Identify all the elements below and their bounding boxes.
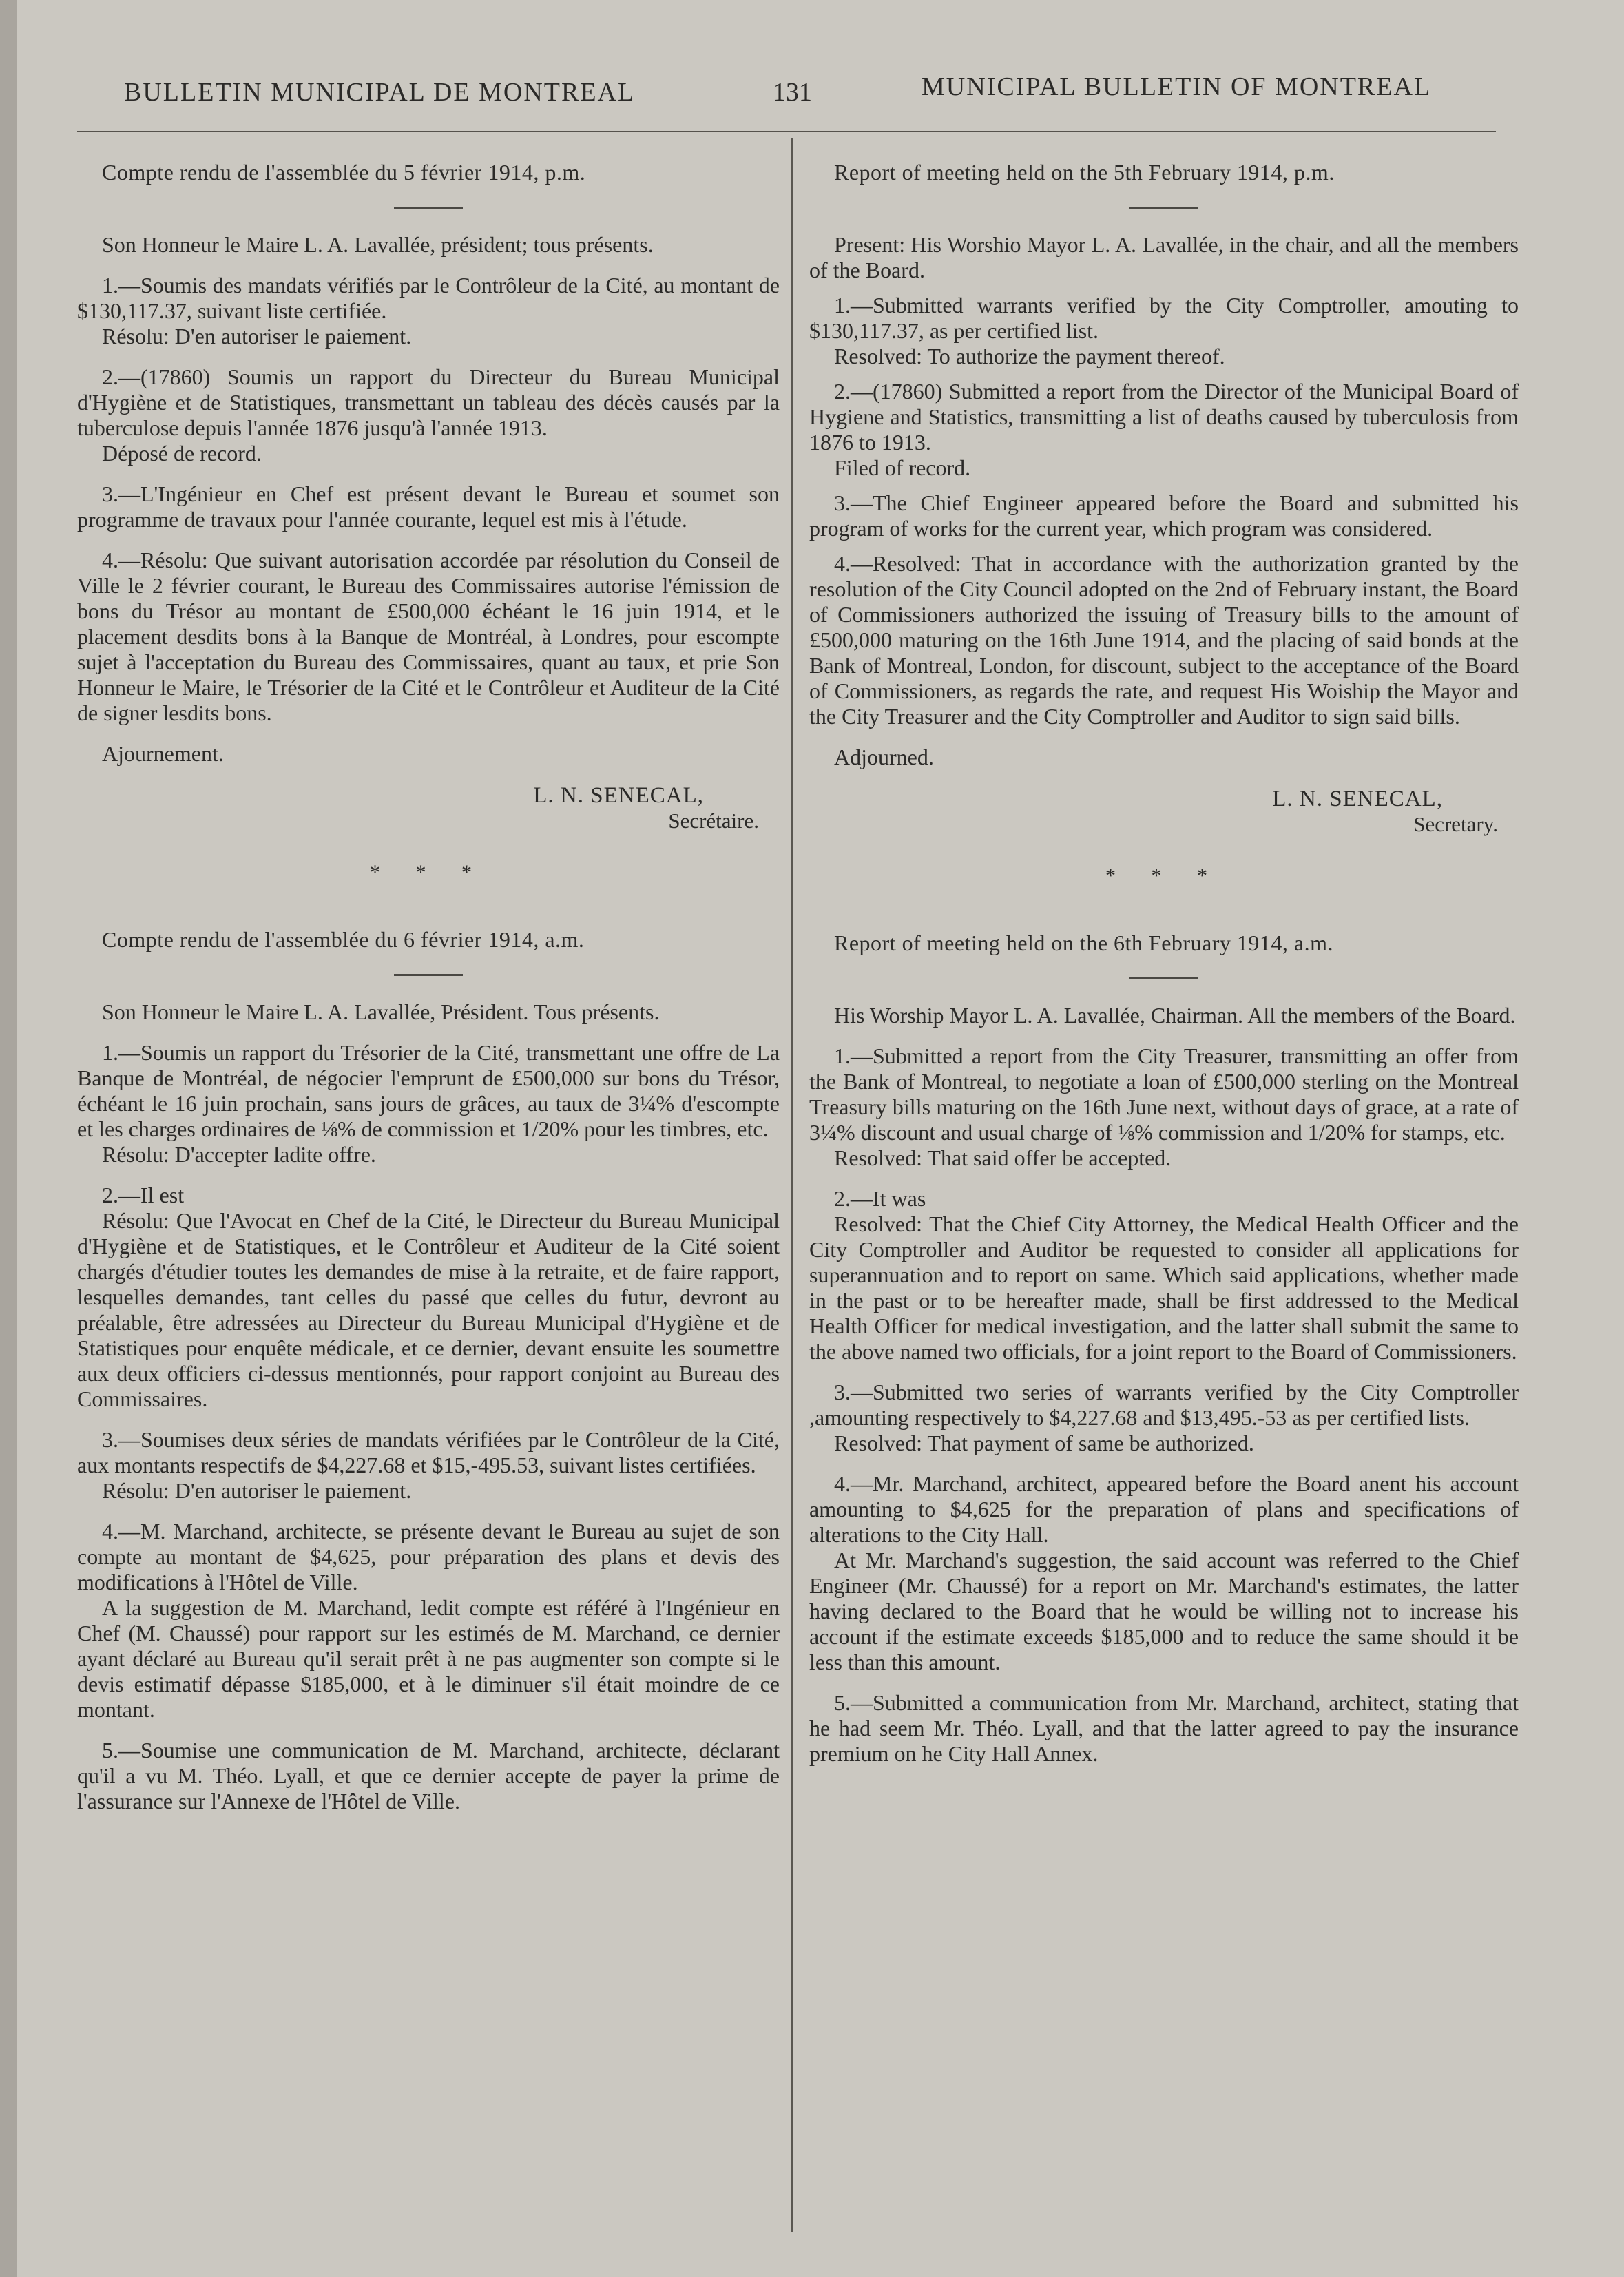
short-rule bbox=[394, 207, 463, 209]
meeting-heading-fr-2: Compte rendu de l'assemblée du 6 février 1914, a.m. bbox=[102, 927, 585, 952]
header-rule bbox=[77, 131, 1496, 132]
short-rule bbox=[394, 974, 463, 976]
resolution-en-1-1: Resolved: To authorize the payment thereof. bbox=[834, 344, 1225, 368]
attendance-fr-2: Son Honneur le Maire L. A. Lavallée, Président. Tous présents. bbox=[102, 999, 660, 1024]
resolution-fr-2-2: Résolu: Que l'Avocat en Chef de la Cité, le Directeur du Bureau Municipal d'Hygiène et de Statistiques, et le Contrôleur et Auditeur de la Cité soient chargés d'étudier toutes les demandes de mise à la retraite, et de faire rapport, lesquelles demandes, tant celles du passé que celles du futur, devront au préalable, être adressées au Directeur du Bureau Municipal d'Hygiène et de Statistiques pour enquête médicale, et ce dernier, devant ensuite les soumettre aux deux officiers ci-dessus mentionnés, pour rapport conjoint au Bureau des Commissaires. bbox=[77, 1208, 780, 1411]
item-fr-1-3: 3.—L'Ingénieur en Chef est présent devant le Bureau et soumet son programme de travaux pour l'année courante, lequel est mis à l'étude. bbox=[77, 481, 780, 532]
signature-title-fr: Secrétaire. bbox=[668, 809, 759, 833]
item-fr-2-2: 2.—Il est bbox=[102, 1183, 185, 1207]
running-header bbox=[0, 72, 1624, 118]
item-fr-1-1: 1.—Soumis des mandats vérifiés par le Contrôleur de la Cité, au montant de $130,117.37, suivant liste certifiée. bbox=[77, 273, 780, 323]
resolution-en-1-2: Filed of record. bbox=[834, 455, 971, 480]
french-column bbox=[77, 158, 780, 1814]
short-rule bbox=[1129, 207, 1198, 209]
resolution-en-2-1: Resolved: That said offer be accepted. bbox=[834, 1145, 1172, 1170]
english-column bbox=[809, 158, 1519, 1767]
item-fr-2-1: 1.—Soumis un rapport du Trésorier de la Cité, transmettant une offre de La Banque de Montréal, de négocier l'emprunt de £500,000 sur bons du Trésor, échéant le 16 juin prochain, sans jours de grâces, au taux de 3¼% d'escompte et les charges ordinaires de ⅛% de commission et 1/20% pour les timbres, etc. bbox=[77, 1040, 780, 1141]
meeting-heading-en-2: Report of meeting held on the 6th February 1914, a.m. bbox=[834, 930, 1334, 955]
item-fr-1-4: 4.—Résolu: Que suivant autorisation accordée par résolution du Conseil de Ville le 2 février courant, le Bureau des Commissaires autorise l'émission de bons du Trésor au montant de £500,000 échéant le 16 juin 1914, et le placement desdits bons à la Banque de Montréal, à Londres, pour escompte sujet à l'acceptation du Bureau des Commissaires, quant au taux, et prie Son Honneur le Maire, le Trésorier de la Cité et le Contrôleur et Auditeur de la Cité de signer lesdits bons. bbox=[77, 548, 780, 725]
section-separator-en: * * * bbox=[1105, 864, 1222, 887]
header-title-english: MUNICIPAL BULLETIN OF MONTREAL bbox=[922, 72, 1432, 101]
signature-name-en: L. N. SENECAL, bbox=[1272, 787, 1443, 811]
page-number: 131 bbox=[773, 78, 812, 107]
resolution-fr-2-3: Résolu: D'en autoriser le paiement. bbox=[102, 1478, 412, 1503]
header-title-french: BULLETIN MUNICIPAL DE MONTREAL bbox=[124, 78, 636, 107]
item-fr-1-2: 2.—(17860) Soumis un rapport du Directeur du Bureau Municipal d'Hygiène et de Statistiques, transmettant un tableau des décès causés par la tuberculose depuis l'année 1876 jusqu'à l'année 1913. bbox=[77, 364, 780, 440]
item-en-2-4-continued: At Mr. Marchand's suggestion, the said account was referred to the Chief Engineer (Mr. Chaussé) for a report on Mr. Marchand's estimates, the latter having declared to the Board that he would be willing not to increase his account if the estimate exceeds $185,000 and to reduce the same should it be less than this amount. bbox=[809, 1548, 1519, 1674]
meeting-heading-fr-1: Compte rendu de l'assemblée du 5 février 1914, p.m. bbox=[102, 160, 586, 185]
page-edge-shadow bbox=[0, 0, 17, 2277]
item-en-1-2: 2.—(17860) Submitted a report from the Director of the Municipal Board of Hygiene and Statistics, transmitting a list of deaths caused by tuberculosis from 1876 to 1913. bbox=[809, 379, 1519, 455]
adjournment-en-1: Adjourned. bbox=[834, 745, 934, 769]
item-en-1-4: 4.—Resolved: That in accordance with the authorization granted by the resolution of the City Council adopted on the 2nd of February instant, the Board of Commissioners authorized the issuing of Treasury bills to the amount of £500,000 maturing on the 16th June 1914, and the placing of said bonds at the Bank of Montreal, London, for discount, subject to the acceptance of the Board of Commissioners, as regards the rate, and request His Woiship the Mayor and the City Treasurer and the City Comptroller and Auditor to sign said bills. bbox=[809, 551, 1519, 729]
item-en-1-1: 1.—Submitted warrants verified by the City Comptroller, amouting to $130,117.37, as per certified list. bbox=[809, 293, 1519, 343]
item-en-2-2: 2.—It was bbox=[834, 1186, 926, 1211]
item-en-2-1: 1.—Submitted a report from the City Treasurer, transmitting an offer from the Bank of Montreal, to negotiate a loan of £500,000 sterling on the Montreal Treasury bills maturing on the 16th June next, without days of grace, at a rate of 3¼% discount and usual charge of ⅛% commission and 1/20% for stamps, etc. bbox=[809, 1043, 1519, 1145]
resolution-fr-1-2: Déposé de record. bbox=[102, 441, 262, 466]
item-en-2-5: 5.—Submitted a communication from Mr. Marchand, architect, stating that he had seem Mr. Théo. Lyall, and that the latter agreed to pay the insurance premium on he City Hall Annex. bbox=[809, 1690, 1519, 1766]
signature-name-fr: L. N. SENECAL, bbox=[533, 783, 704, 808]
item-en-2-3: 3.—Submitted two series of warrants verified by the City Comptroller ,amounting respectively to $4,227.68 and $13,495.-53 as per certified lists. bbox=[809, 1380, 1519, 1430]
resolution-fr-2-1: Résolu: D'accepter ladite offre. bbox=[102, 1142, 376, 1167]
attendance-en-2: His Worship Mayor L. A. Lavallée, Chairman. All the members of the Board. bbox=[834, 1003, 1516, 1028]
attendance-en-1: Present: His Worshio Mayor L. A. Lavallée, in the chair, and all the members of the Board. bbox=[809, 232, 1519, 282]
adjournment-fr-1: Ajournement. bbox=[102, 741, 224, 766]
attendance-fr-1: Son Honneur le Maire L. A. Lavallée, président; tous présents. bbox=[102, 232, 654, 257]
meeting-heading-en-1: Report of meeting held on the 5th February 1914, p.m. bbox=[834, 160, 1335, 185]
item-fr-2-4-continued: A la suggestion de M. Marchand, ledit compte est référé à l'Ingénieur en Chef (M. Chaussé) pour rapport sur les estimés de M. Marchand, ce dernier ayant déclaré au Bureau qu'il serait prêt à ne pas augmenter son compte si le devis estimatif dépasse $185,000, et à le diminuer s'il était moindre de ce montant. bbox=[77, 1595, 780, 1722]
resolution-en-2-3: Resolved: That payment of same be authorized. bbox=[834, 1431, 1254, 1455]
signature-title-en: Secretary. bbox=[1413, 812, 1498, 836]
item-en-2-4: 4.—Mr. Marchand, architect, appeared before the Board anent his account amounting to $4,625 for the preparation of plans and specifications of alterations to the City Hall. bbox=[809, 1471, 1519, 1547]
resolution-en-2-2: Resolved: That the Chief City Attorney, the Medical Health Officer and the City Comptroller and Auditor be requested to consider all applications for superannuation and to report on same. Which said applications, whether made in the past or to be hereafter made, shall be first addressed to the Medical Health Officer for medical investigation, and the latter shall submit the same to the above named two officials, for a joint report to the Board of Commissioners. bbox=[809, 1212, 1519, 1364]
item-fr-2-4: 4.—M. Marchand, architecte, se présente devant le Bureau au sujet de son compte au montant de $4,625, pour préparation des plans et devis des modifications à l'Hôtel de Ville. bbox=[77, 1519, 780, 1594]
item-en-1-3: 3.—The Chief Engineer appeared before the Board and submitted his program of works for the current year, which program was considered. bbox=[809, 490, 1519, 541]
item-fr-2-3: 3.—Soumises deux séries de mandats vérifiées par le Contrôleur de la Cité, aux montants respectifs de $4,227.68 et $15,-495.53, suivant listes certifiées. bbox=[77, 1427, 780, 1477]
column-divider bbox=[791, 138, 793, 2232]
short-rule bbox=[1129, 977, 1198, 979]
resolution-fr-1-1: Résolu: D'en autoriser le paiement. bbox=[102, 324, 412, 349]
section-separator-fr: * * * bbox=[370, 861, 487, 884]
item-fr-2-5: 5.—Soumise une communication de M. Marchand, architecte, déclarant qu'il a vu M. Théo. Lyall, et que ce dernier accepte de payer la prime de l'assurance sur l'Annexe de l'Hôtel de Ville. bbox=[77, 1738, 780, 1813]
